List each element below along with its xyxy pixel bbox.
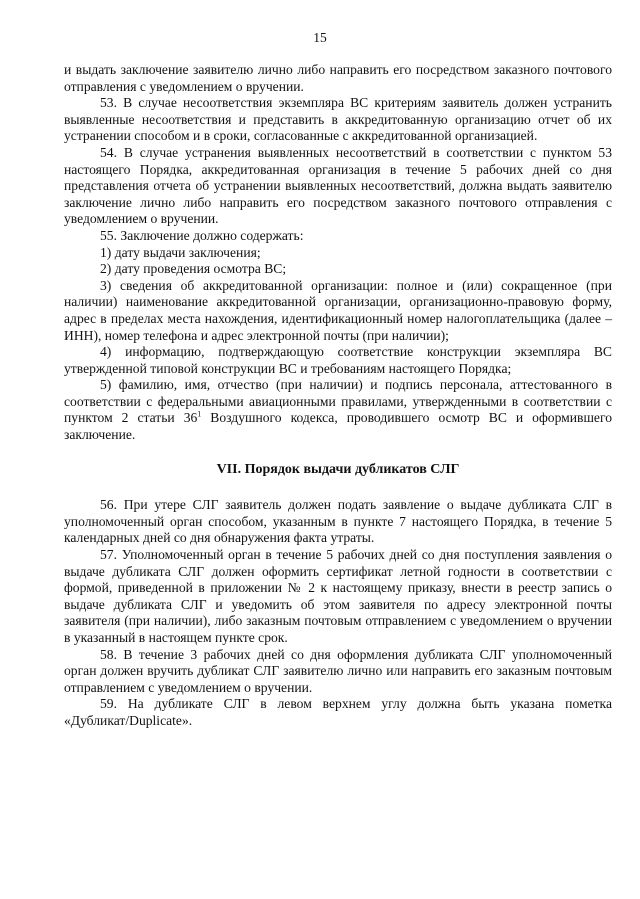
list-item-5-text-end: Воздушного кодекса, проводившего осмотр ВС и оформившего заключение. bbox=[64, 410, 612, 443]
paragraph-54: 54. В случае устранения выявленных несоответствий в соответствии с пунктом 53 настоящего Порядка, аккредитованная организация в течение 5 рабочих дней со дня представления отчета об устранении выявленных несоответствий, должна выдать заявителю заключение лично либо направить его посредством заказного почтового отправления с уведомлением о вручении. bbox=[64, 144, 612, 227]
paragraph-53: 53. В случае несоответствия экземпляра ВС критериям заявитель должен устранить выявленные несоответствия и представить в аккредитованную организацию отчет об их устранении способом и в сроки, согласованные с аккредитованной организацией. bbox=[64, 95, 612, 144]
list-item-4: 4) информацию, подтверждающую соответствие конструкции экземпляра ВС утвержденной типовой конструкции ВС и требованиям настоящего Порядка; bbox=[64, 344, 612, 376]
list-item-1: 1) дату выдачи заключения; bbox=[100, 244, 261, 260]
article-superscript: 1 bbox=[197, 409, 202, 419]
section-title: VII. Порядок выдачи дубликатов СЛГ bbox=[216, 461, 460, 477]
list-item-5 bbox=[64, 377, 612, 443]
document-body bbox=[64, 62, 612, 730]
page-number: 15 bbox=[313, 30, 327, 45]
list-item-2: 2) дату проведения осмотра ВС; bbox=[100, 261, 287, 277]
paragraph-55: 55. Заключение должно содержать: bbox=[100, 227, 304, 243]
list-item-5-text: 5) фамилию, имя, отчество (при наличии) и подпись персонала, аттестованного в соответствии с федеральными авиационными правилами, утвержденными в соответствии с пунктом 2 статьи 36 bbox=[64, 377, 612, 426]
paragraph-58: 58. В течение 3 рабочих дней со дня оформления дубликата СЛГ уполномоченный орган должен вручить дубликат СЛГ заявителю лично или направить его заказным почтовым отправлением с уведомлением о вручении. bbox=[64, 646, 612, 695]
paragraph-56: 56. При утере СЛГ заявитель должен подать заявление о выдаче дубликата СЛГ в уполномоченный орган способом, указанным в пункте 7 настоящего Порядка, в течение 5 календарных дней со дня обнаружения факта утраты. bbox=[64, 497, 612, 546]
paragraph-57: 57. Уполномоченный орган в течение 5 рабочих дней со дня поступления заявления о выдаче дубликата СЛГ должен оформить сертификат летной годности в соответствии с формой, приведенной в приложении № 2 к настоящему приказу, внести в реестр запись о выдаче дубликата СЛГ и уведомить об этом заявителя по адресу электронной почты заявителя (при наличии), либо заказным почтовым отправлением с уведомлением о вручении в указанный в настоящем пункте срок. bbox=[64, 547, 612, 645]
paragraph-continuation: и выдать заключение заявителю лично либо направить его посредством заказного почтового отправления с уведомлением о вручении. bbox=[64, 62, 612, 94]
list-item-3: 3) сведения об аккредитованной организации: полное и (или) сокращенное (при наличии) наименование аккредитованной организации, организационно-правовую форму, адрес в пределах места нахождения, идентификационный номер налогоплательщика (далее – ИНН), номер телефона и адрес электронной почты (при наличии); bbox=[64, 277, 612, 343]
paragraph-59: 59. На дубликате СЛГ в левом верхнем углу должна быть указана пометка «Дубликат/Duplicate». bbox=[64, 696, 612, 728]
